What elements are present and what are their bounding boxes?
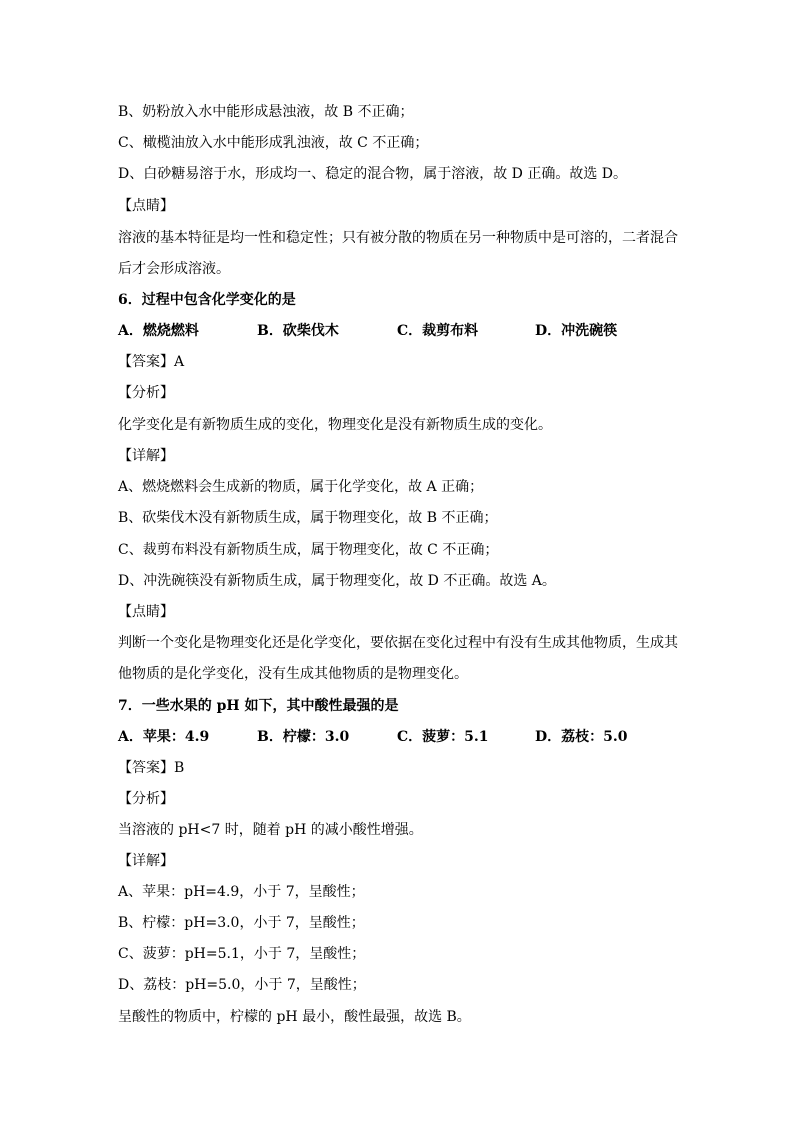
q6-detail-d: D、冲洗碗筷没有新物质生成，属于物理变化，故 D 不正确。故选 A。 (118, 573, 556, 589)
q7-detail-b: B、柠檬：pH=3.0，小于 7，呈酸性； (118, 915, 365, 931)
q7-answer: 【答案】B (118, 760, 185, 776)
q5-option-b-explanation: B、奶粉放入水中能形成悬浊液，故 B 不正确； (118, 104, 414, 120)
q7-detail-heading: 【详解】 (118, 853, 174, 869)
q6-analysis: 化学变化是有新物质生成的变化，物理变化是没有新物质生成的变化。 (118, 417, 552, 433)
q5-comment-heading: 【点睛】 (118, 198, 174, 214)
q7-detail-a: A、苹果：pH=4.9，小于 7，呈酸性； (118, 884, 365, 900)
q6-question: 6．过程中包含化学变化的是 (118, 292, 296, 308)
q7-question: 7．一些水果的 pH 如下，其中酸性最强的是 (118, 698, 399, 714)
q6-option-d: D．冲洗碗筷 (535, 323, 618, 339)
q5-option-c-explanation: C、橄榄油放入水中能形成乳浊液，故 C 不正确； (118, 135, 429, 151)
q5-option-d-explanation: D、白砂糖易溶于水，形成均一、稳定的混合物，属于溶液，故 D 正确。故选 D。 (118, 166, 628, 182)
q7-detail-d: D、荔枝：pH=5.0，小于 7，呈酸性； (118, 977, 366, 993)
q7-option-a: A．苹果：4.9 (118, 729, 210, 745)
q7-option-b: B．柠檬：3.0 (257, 729, 350, 745)
q7-analysis-heading: 【分析】 (118, 791, 174, 807)
q6-option-a: A．燃烧燃料 (118, 323, 199, 339)
q6-option-b: B．砍柴伐木 (257, 323, 339, 339)
q5-comment-line-1: 溶液的基本特征是均一性和稳定性；只有被分散的物质在另一种物质中是可溶的，二者混合 (118, 230, 678, 246)
q6-detail-a: A、燃烧燃料会生成新的物质，属于化学变化，故 A 正确； (118, 479, 484, 495)
q6-detail-c: C、裁剪布料没有新物质生成，属于物理变化，故 C 不正确； (118, 542, 499, 558)
q6-comment-heading: 【点睛】 (118, 604, 174, 620)
q6-option-c: C．裁剪布料 (397, 323, 479, 339)
q7-analysis: 当溶液的 pH<7 时，随着 pH 的减小酸性增强。 (118, 822, 423, 838)
q7-detail-c: C、菠萝：pH=5.1，小于 7，呈酸性； (118, 946, 366, 962)
q5-comment-line-2: 后才会形成溶液。 (118, 261, 230, 277)
q6-detail-heading: 【详解】 (118, 448, 174, 464)
q7-option-d: D．荔枝：5.0 (535, 729, 628, 745)
q7-option-c: C．菠萝：5.1 (397, 729, 489, 745)
q6-detail-b: B、砍柴伐木没有新物质生成，属于物理变化，故 B 不正确； (118, 510, 498, 526)
q6-comment-line-1: 判断一个变化是物理变化还是化学变化，要依据在变化过程中有没有生成其他物质，生成其 (118, 635, 678, 651)
q6-comment-line-2: 他物质的是化学变化，没有生成其他物质的是物理变化。 (118, 666, 468, 682)
q6-answer: 【答案】A (118, 354, 185, 370)
q6-analysis-heading: 【分析】 (118, 385, 174, 401)
q7-conclusion: 呈酸性的物质中，柠檬的 pH 最小，酸性最强，故选 B。 (118, 1009, 471, 1025)
